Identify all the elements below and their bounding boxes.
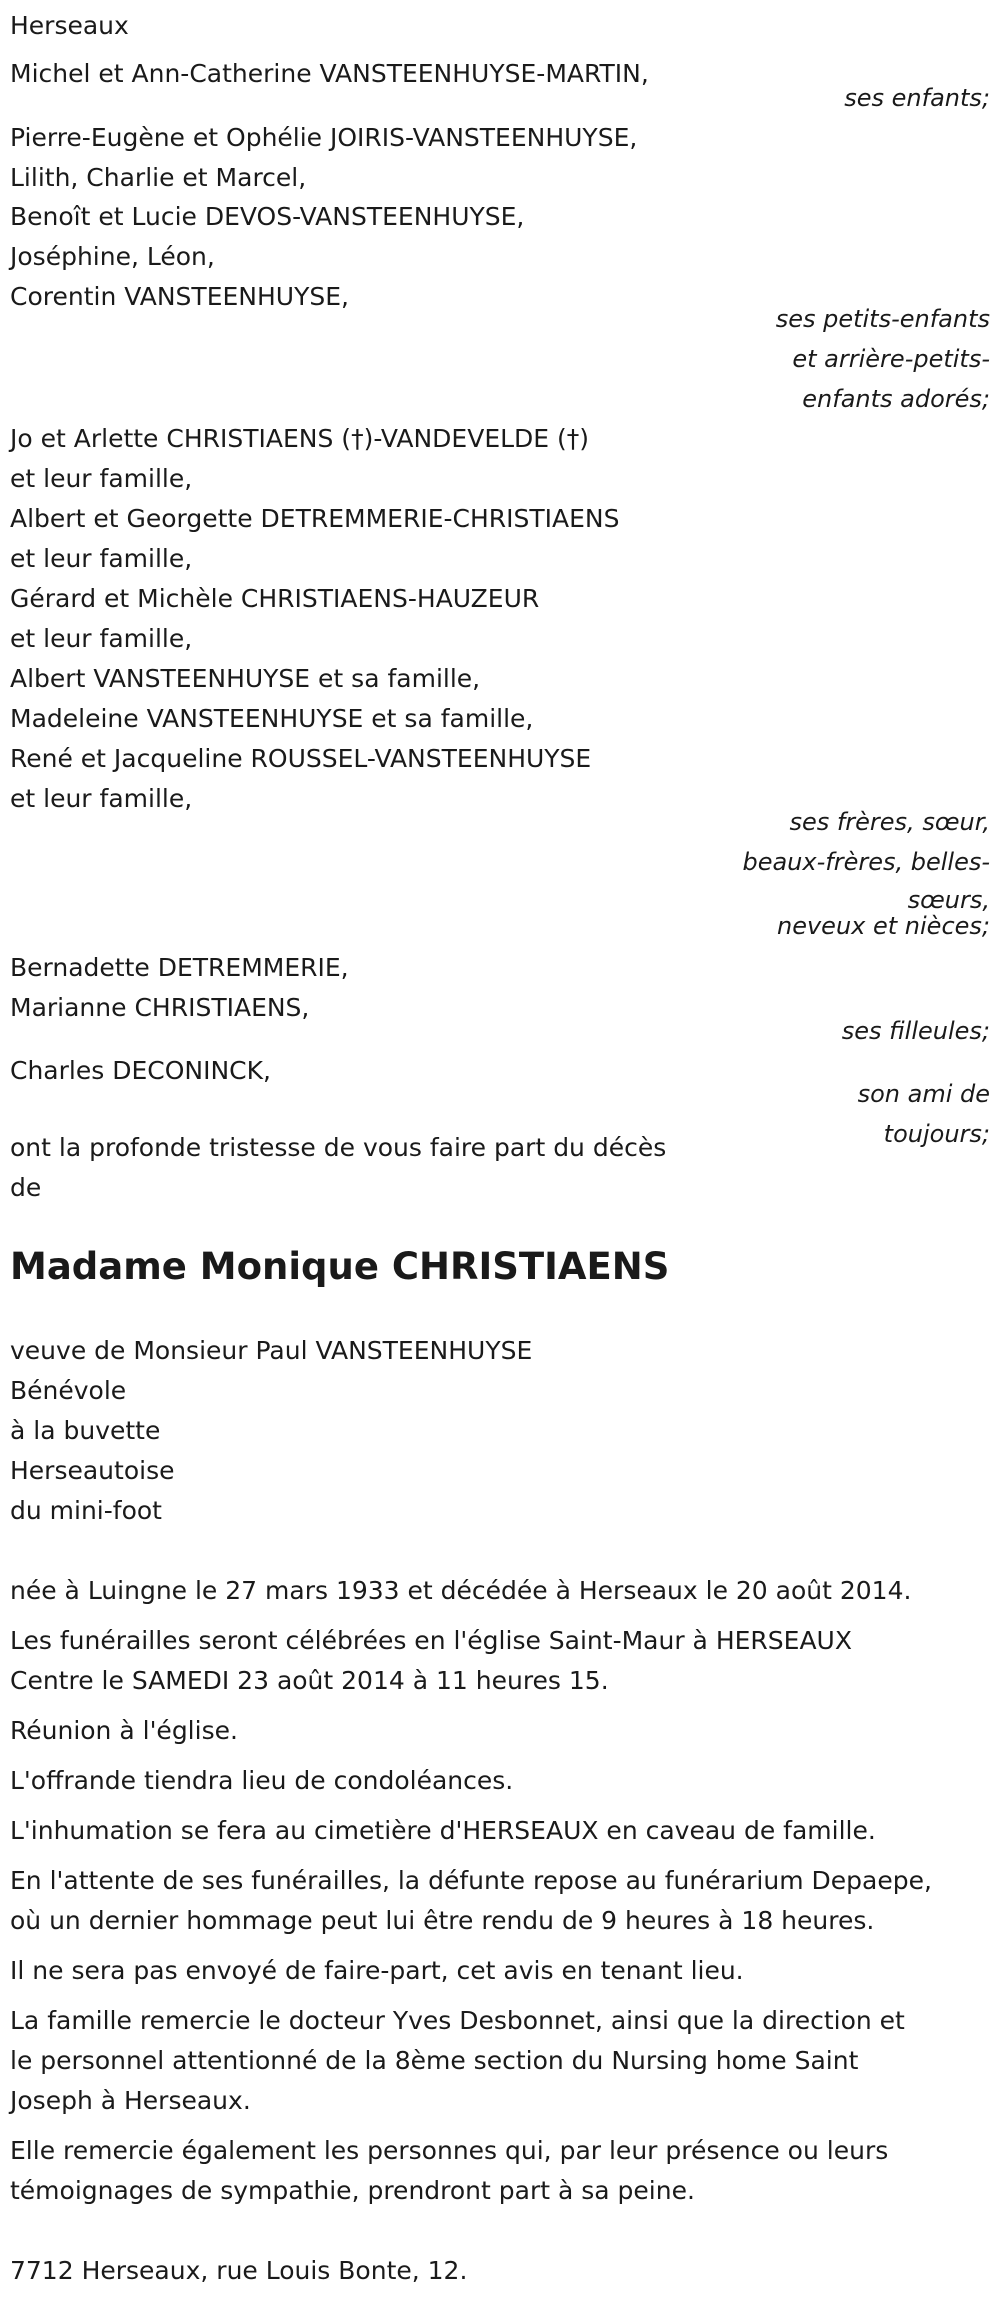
grandchildren-line: Joséphine, Léon, [10,242,215,271]
grandchildren-line: Lilith, Charlie et Marcel, [10,163,307,192]
relation-grandchildren: ses petits-enfants [775,305,990,333]
location-header: Herseaux [10,11,129,40]
funeral-paragraph: Centre le SAMEDI 23 août 2014 à 11 heures 15. [10,1666,609,1695]
thanks-sympathy-paragraph: Elle remercie également les personnes qui, par leur présence ou leurs [10,2136,889,2165]
siblings-line: et leur famille, [10,464,193,493]
grandchildren-line: Corentin VANSTEENHUYSE, [10,282,349,311]
deceased-detail: Bénévole [10,1376,127,1405]
funeral-paragraph: Les funérailles seront célébrées en l'église Saint-Maur à HERSEAUX [10,1626,852,1655]
siblings-line: Jo et Arlette CHRISTIAENS (†)-VANDEVELDE (†) [10,424,590,453]
burial-paragraph: L'inhumation se fera au cimetière d'HERSEAUX en caveau de famille. [10,1816,876,1845]
relation-grandchildren: et arrière-petits- [792,345,990,373]
thanks-sympathy-paragraph: témoignages de sympathie, prendront part à sa peine. [10,2176,695,2205]
deceased-detail: à la buvette [10,1416,161,1445]
funerarium-paragraph: où un dernier hommage peut lui être rendu de 9 heures à 18 heures. [10,1906,875,1935]
siblings-line: et leur famille, [10,784,193,813]
relation-grandchildren: enfants adorés; [802,385,990,413]
children-line: Michel et Ann-Catherine VANSTEENHUYSE-MARTIN, [10,59,649,88]
deceased-detail: veuve de Monsieur Paul VANSTEENHUYSE [10,1336,533,1365]
relation-friend: son ami de [857,1080,990,1108]
thanks-paragraph: La famille remercie le docteur Yves Desbonnet, ainsi que la direction et [10,2006,905,2035]
thanks-paragraph: Joseph à Herseaux. [10,2086,251,2115]
siblings-line: et leur famille, [10,624,193,653]
siblings-line: Albert VANSTEENHUYSE et sa famille, [10,664,481,693]
siblings-line: et leur famille, [10,544,193,573]
notice-paragraph: Il ne sera pas envoyé de faire-part, cet avis en tenant lieu. [10,1956,744,1985]
deceased-detail: Herseautoise [10,1456,175,1485]
relation-siblings: neveux et nièces; [777,912,990,940]
relation-siblings: sœurs, [907,886,990,914]
relation-siblings: ses frères, sœur, [789,808,990,836]
siblings-line: Gérard et Michèle CHRISTIAENS-HAUZEUR [10,584,540,613]
announcement-line: ont la profonde tristesse de vous faire part du décès [10,1133,667,1162]
grandchildren-line: Benoît et Lucie DEVOS-VANSTEENHUYSE, [10,202,525,231]
goddaughter-line: Marianne CHRISTIAENS, [10,993,310,1022]
relation-goddaughters: ses filleules; [841,1017,990,1045]
address: 7712 Herseaux, rue Louis Bonte, 12. [10,2256,468,2285]
siblings-line: Madeleine VANSTEENHUYSE et sa famille, [10,704,534,733]
relation-friend: toujours; [883,1120,990,1148]
relation-siblings: beaux-frères, belles- [742,848,990,876]
deceased-name: Madame Monique CHRISTIAENS [10,1245,670,1288]
siblings-line: René et Jacqueline ROUSSEL-VANSTEENHUYSE [10,744,592,773]
relation-children: ses enfants; [844,84,990,112]
offering-paragraph: L'offrande tiendra lieu de condoléances. [10,1766,514,1795]
friend-line: Charles DECONINCK, [10,1056,271,1085]
funerarium-paragraph: En l'attente de ses funérailles, la défunte repose au funérarium Depaepe, [10,1866,932,1895]
birth-death-paragraph: née à Luingne le 27 mars 1933 et décédée à Herseaux le 20 août 2014. [10,1576,912,1605]
reunion-paragraph: Réunion à l'église. [10,1716,238,1745]
deceased-detail: du mini-foot [10,1496,162,1525]
thanks-paragraph: le personnel attentionné de la 8ème section du Nursing home Saint [10,2046,859,2075]
announcement-line: de [10,1173,42,1202]
siblings-line: Albert et Georgette DETREMMERIE-CHRISTIAENS [10,504,620,533]
goddaughter-line: Bernadette DETREMMERIE, [10,953,349,982]
grandchildren-line: Pierre-Eugène et Ophélie JOIRIS-VANSTEENHUYSE, [10,123,638,152]
